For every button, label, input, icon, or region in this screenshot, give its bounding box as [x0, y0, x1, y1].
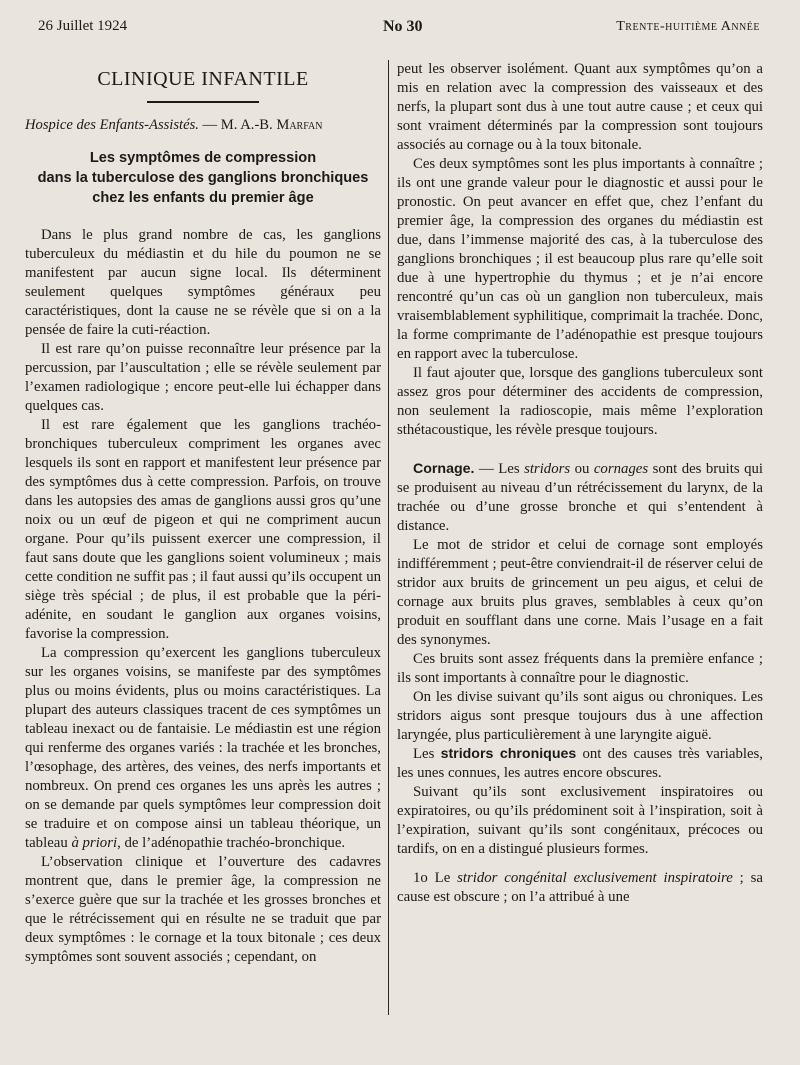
paragraph-italic: stridor congénital exclusivement inspiratoire — [457, 870, 733, 886]
article-title-line: dans la tuberculose des ganglions bronchiques — [37, 170, 369, 186]
paragraph-text: sont des bruits qui se produisent au niveau d’un rétrécissement du larynx, de la trachée ou d’une grosse bronche et qui s’entendent à distance. — [397, 461, 763, 534]
paragraph: Ces deux symptômes sont les plus importants à connaître ; ils ont une grande valeur pour le diagnostic et aussi pour le pronostic. On peut avancer en effet que, chez l’enfant du premier âge, la compression des organes du médiastin est due, dans l’immense majorité des cas, à la tuberculose des ganglions bronchiques ; il est beaucoup plus rare qu’elle soit due à une hypertrophie du thymus ; et je n’ai encore rencontré qu’un cas où un ganglion non tuberculeux, mais vraisemblablement syphilitique, comprimait la trachée. Donc, la forme comprimante de l’adénopathie est presque toujours en rapport avec la tuberculose. — [397, 156, 763, 362]
paragraph-italic: stridors — [524, 461, 571, 477]
right-column — [397, 60, 763, 907]
title-rule — [147, 101, 259, 103]
paragraph — [397, 460, 763, 536]
byline — [25, 117, 381, 134]
paragraph: Le mot de stridor et celui de cornage sont employés indifféremment ; peut-être conviendrait-il de réserver celui de stridor aux bruits de grincement un peu aigus, et celui de cornage aux bruits plus graves, semblables à ceux qu’on produit en soufflant dans une corne. Mais l’usage en a fait des synonymes. — [397, 537, 763, 648]
paragraph — [397, 745, 763, 783]
paragraph: Il est rare également que les ganglions trachéo-bronchiques tuberculeux compriment les organes avec lesquels ils sont en rapport et manifestent leur présence par des symptômes dus à cette compression. Parfois, on trouve dans les autopsies des amas de ganglions aussi gros qu’une noix ou un œuf de pigeon et qui ne compriment aucun organe. Pour qu’ils puissent exercer une compression, il faut sans doute que les ganglions soient volumineux ; mais cette condition ne suffit pas ; il faut aussi qu’ils occupent un siège très spécial ; de plus, il est probable que la péri-adénite, en soudant le ganglion aux organes voisins, favorise la compression. — [25, 417, 382, 642]
paragraph-text: ont des causes très variables, les unes connues, les autres encore obscures. — [397, 746, 763, 781]
section-title: CLINIQUE INFANTILE — [97, 68, 309, 90]
paragraph-text: — Les — [474, 461, 525, 477]
paragraph: peut les observer isolément. Quant aux symptômes qu’on a mis en relation avec la compression des vaisseaux et des nerfs, la plupart sont dus à une tout autre cause ; et ceux qui sont vraiment déterminés par la compression sont toujours associés au cornage ou à la toux bitonale. — [397, 61, 763, 153]
paragraph: Dans le plus grand nombre de cas, les ganglions tuberculeux du médiastin et du hile du poumon ne se manifestent par aucun signe local. Ils déterminent seulement quelques symptômes généraux peu caractéristiques, dont la cause ne se révèle que si on a la pensée de faire la cuti-réaction. — [25, 227, 381, 338]
paragraph: On les divise suivant qu’ils sont aigus ou chroniques. Les stridors aigus sont presque toujours dus à une affection laryngée, plus particulièrement à une laryngite aiguë. — [397, 689, 763, 743]
paragraph-text: ou — [570, 461, 594, 477]
article-title-line: Les symptômes de compression — [89, 150, 317, 166]
paragraph: Ces bruits sont assez fréquents dans la première enfance ; ils sont importants à connaître pour le diagnostic. — [397, 651, 763, 686]
article-title-line: chez les enfants du premier âge — [92, 190, 314, 206]
column-divider — [388, 60, 389, 1015]
subsection-heading: Cornage. — [413, 461, 475, 477]
paragraph: Il faut ajouter que, lorsque des ganglions tuberculeux sont assez gros pour déterminer des accidents de compression, non seulement la radioscopie, mais même l’exploration sthétacoustique, les révèle presque toujours. — [397, 365, 763, 438]
byline-institution: Hospice des Enfants-Assistés. — [25, 117, 199, 133]
paragraph-text: , de l’adénopathie trachéo-bronchique. — [117, 835, 346, 851]
paragraph — [25, 644, 381, 853]
paragraph: L’observation clinique et l’ouverture des cadavres montrent que, dans le premier âge, la compression ne s’exerce guère que sur la trachée et les grosses bronches et que le rétrécissement qui en résulte ne se traduit que par deux symptômes : le cornage et la toux bitonale ; ces deux symptômes sont souvent associés ; cependant, on — [25, 854, 381, 965]
paragraph: Il est rare qu’on puisse reconnaître leur présence par la percussion, par l’auscultation ; elle se révèle seulement par l’examen radiologique ; encore peut-elle lui échapper dans quelques cas. — [25, 341, 381, 414]
running-header — [38, 18, 760, 42]
paragraph-text: Les — [413, 746, 441, 762]
byline-author: M. A.-B. Marfan — [220, 117, 323, 133]
paragraph: Suivant qu’ils sont exclusivement inspiratoires ou expiratoires, ou qu’ils prédominent soit à l’inspiration, soit à l’expiration, suivant qu’ils sont congénitaux, précoces ou tardifs, on en a distingué plusieurs formes. — [397, 784, 763, 857]
section-gap — [397, 440, 763, 460]
header-issue-number: No 30 — [383, 18, 423, 35]
paragraph-text: La compression qu’exercent les ganglions tuberculeux sur les organes voisins, se manifeste par des symptômes plus ou moins évidents, plus ou moins caractéristiques. La plupart des auteurs classiques tracent de ces symptômes un tableau inexact ou de fantaisie. Le médiastin est une région qui renferme des organes variés : la trachée et les bronches, l’œsophage, des artères, des veines, des nerfs importants et nombreux. On prend ces organes les uns après les autres ; on se demande par quels symptômes leur compression doit se traduire et on compose ainsi un tableau théorique, un tableau — [25, 645, 381, 851]
header-year-label: Trente-huitième Année — [616, 19, 760, 34]
header-date: 26 Juillet 1924 — [38, 18, 128, 34]
byline-dash: — — [198, 117, 221, 133]
paragraph-text: ; sa cause est obscure ; on l’a attribué à une — [397, 870, 763, 905]
paragraph-italic: à priori — [71, 835, 118, 851]
paragraph-italic: cornages — [593, 461, 649, 477]
paragraph-text: 1o Le — [413, 870, 458, 886]
paragraph — [397, 869, 763, 907]
left-column — [25, 60, 381, 967]
article-title — [25, 148, 381, 208]
paragraph-bold: stridors chroniques — [440, 746, 577, 762]
